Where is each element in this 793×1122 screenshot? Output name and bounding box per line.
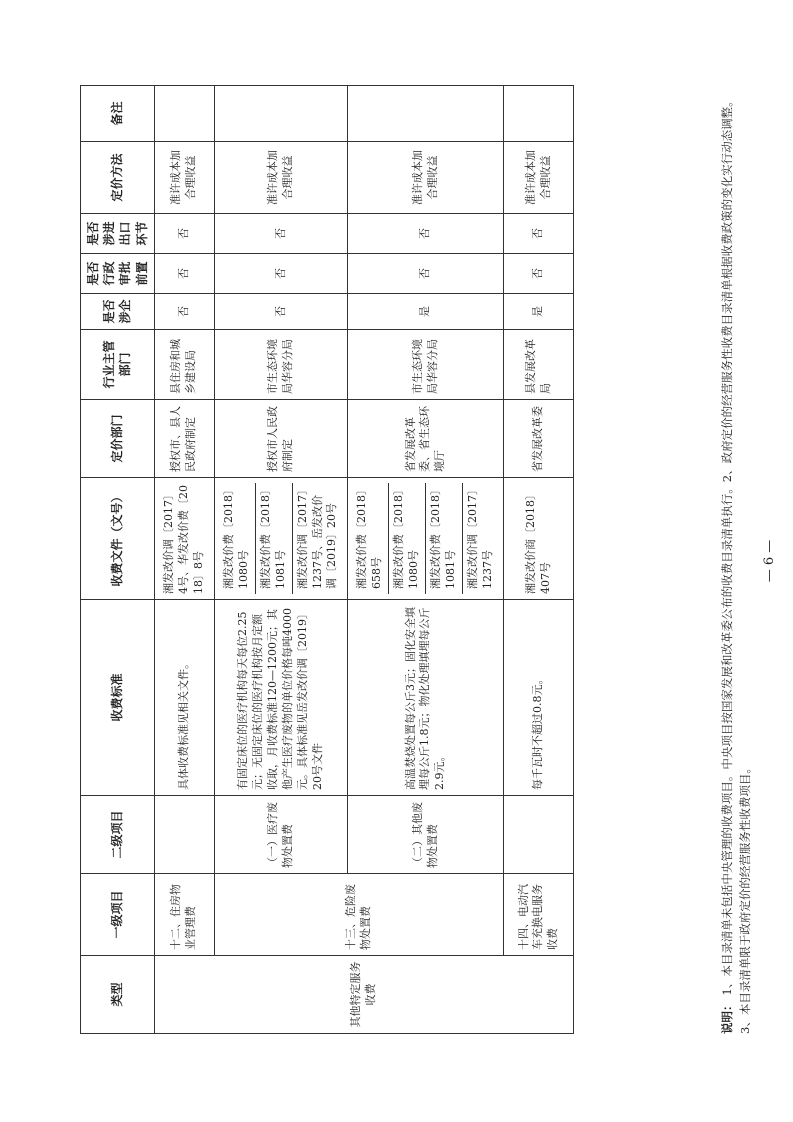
document-entry: 湘发改价费〔2018〕658号 [352,483,389,594]
document-entry: 湘发改价费〔2018〕1080号 [389,483,426,594]
pricing-method-cell: 准许成本加合理收益 [504,142,574,214]
export-link-cell: 否 [214,214,348,254]
header-involves-enterprise: 是否涉企 [81,294,155,330]
document-entry: 湘发改价费〔2018〕1080号 [219,483,256,594]
table-row [154,86,214,1034]
standard-cell: 高温焚烧处置每公斤3元；固化安全填埋每公斤1.8元；物化处理填埋每公斤2.9元。 [348,600,504,796]
pricing-method-cell: 准许成本加合理收益 [348,142,504,214]
pricing-method-cell: 准许成本加合理收益 [214,142,348,214]
notes-text: 1、本目录清单未包括中央管理的收费项目。中央项目按国家发展和改革委公布的收费目录清单执行。2、政府定价的经营服务性收费目录清单根据收费政策的变化实行动态调整。3、本目录清单限于政府定价的经营服务性收费项目。 [720,95,753,1034]
fee-table [80,85,574,1034]
document-entry: 湘发改价调〔2017〕1237号 [466,489,495,589]
industry-dept-cell: 市生态环境局华容分局 [348,330,504,400]
document-entry: 湘发改价费〔2018〕1081号 [256,483,293,594]
involves-enterprise-cell: 是 [348,294,504,330]
standard-cell: 有固定床位的医疗机构每天每位2.25元；无固定床位的医疗机构按月定额收取，月收费标准120—1200元；其他产生医疗废物的单位价格每吨4000元。具体标准见岳发改价调〔2019〕20号文件 [214,600,348,796]
page-number: — 6 — [762,539,777,583]
standard-cell: 每千瓦时不超过0.8元。 [504,600,574,796]
pricing-dept-cell: 授权市、县人民政府制定 [154,400,214,478]
header-level2: 二级项目 [81,796,155,874]
pricing-method-cell: 准许成本加合理收益 [154,142,214,214]
table-row [504,86,574,1034]
admin-approval-cell: 否 [348,254,504,294]
document-entry: 湘发改价费〔2018〕1081号 [426,483,463,594]
header-row [81,86,155,1034]
involves-enterprise-cell: 否 [154,294,214,330]
involves-enterprise-cell: 是 [504,294,574,330]
level2-cell: （二）其他废物处置费 [348,796,504,874]
category-cell: 其他特定服务收费 [154,956,574,1034]
remarks-cell [214,86,348,142]
industry-dept-cell: 市生态环境局华容分局 [214,330,348,400]
pricing-dept-cell: 省发展改革委、省生态环境厅 [348,400,504,478]
standard-cell: 具体收费标准见相关文件。 [154,600,214,796]
header-standard: 收费标准 [81,600,155,796]
header-category: 类型 [81,956,155,1034]
remarks-cell [504,86,574,142]
header-document: 收费文件（文号） [81,478,155,600]
header-remarks: 备注 [81,86,155,142]
document-cell [214,478,348,600]
industry-dept-cell: 县发展改革局 [504,330,574,400]
header-pricing-dept: 定价部门 [81,400,155,478]
level1-cell: 十二、住房物业管理费 [154,874,214,956]
document-entry: 湘发改价调〔2017〕1237号、岳发改价调〔2019〕20号 [295,489,339,589]
header-export-link: 是否涉进出口环节 [81,214,155,254]
level2-cell [504,796,574,874]
pricing-dept-cell: 授权市人民政府制定 [214,400,348,478]
table-row [214,86,348,1034]
export-link-cell: 否 [504,214,574,254]
level2-cell [154,796,214,874]
export-link-cell: 否 [154,214,214,254]
pricing-dept-cell: 省发展改革委 [504,400,574,478]
level1-cell: 十三、危险废物处置费 [214,874,504,956]
document-cell: 湘发改价商〔2018〕407号 [504,478,574,600]
remarks-cell [348,86,504,142]
notes [718,86,755,1034]
involves-enterprise-cell: 否 [214,294,348,330]
admin-approval-cell: 否 [154,254,214,294]
export-link-cell: 否 [348,214,504,254]
notes-label: 说明： [720,999,734,1034]
admin-approval-cell: 否 [504,254,574,294]
admin-approval-cell: 否 [214,254,348,294]
header-level1: 一级项目 [81,874,155,956]
industry-dept-cell: 县住房和城乡建设局 [154,330,214,400]
document-cell: 湘发改价调〔2017〕4号、华发改价费〔2018〕8号 [154,478,214,600]
header-pricing-method: 定价方法 [81,142,155,214]
remarks-cell [154,86,214,142]
header-industry-dept: 行业主管部门 [81,330,155,400]
level2-cell: （一）医疗废物处置费 [214,796,348,874]
level1-cell: 十四、电动汽车充换电服务收费 [504,874,574,956]
document-cell [348,478,504,600]
header-admin-approval: 是否行政审批前置 [81,254,155,294]
